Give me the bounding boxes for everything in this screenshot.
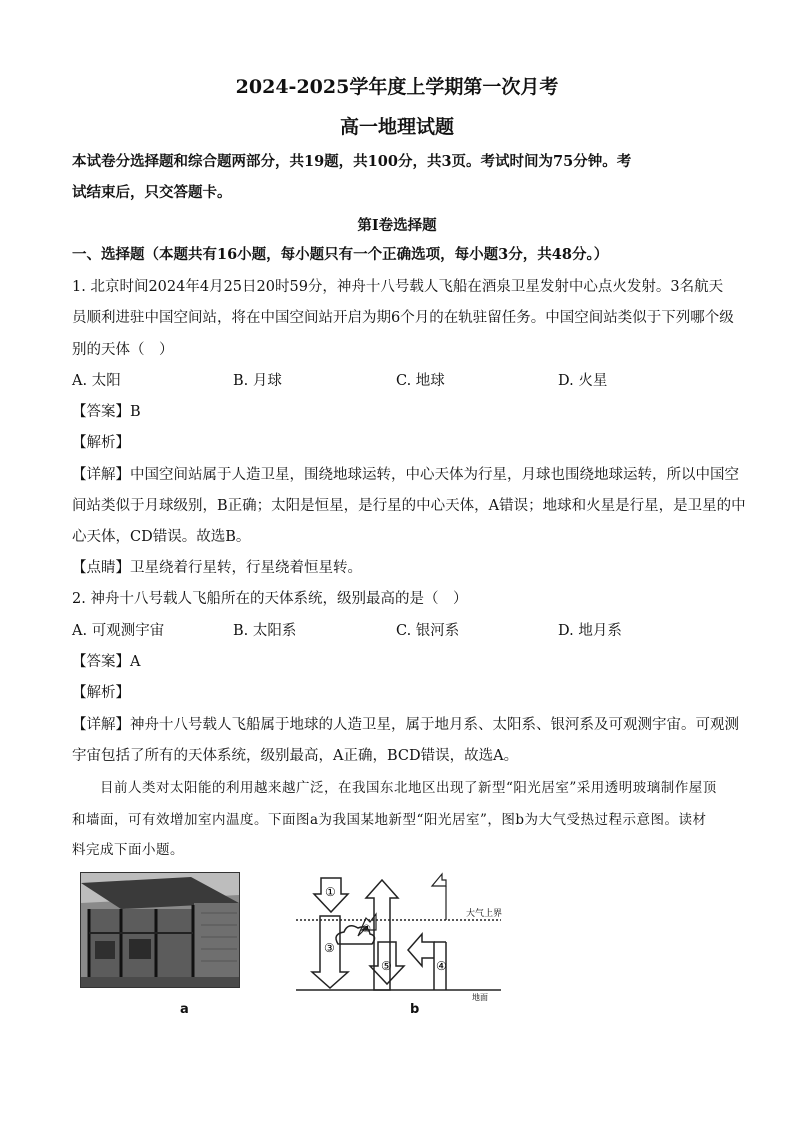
figure-a-photo	[80, 872, 240, 988]
figure-b-caption: b	[410, 1002, 420, 1017]
figure-b-diagram	[296, 872, 506, 1002]
q1-analysis: 【解析】	[72, 435, 130, 451]
q1-detail-3: 心天体，CD错误。故选B。	[72, 529, 251, 545]
q1-option-c: C. 地球	[396, 373, 445, 389]
page-title: 2024-2025学年度上学期第一次月考	[235, 76, 559, 98]
material-line-1: 目前人类对太阳能的利用越来越广泛，在我国东北地区出现了新型“阳光居室”采用透明玻璃制作屋顶	[100, 780, 717, 796]
page-subtitle: 高一地理试题	[339, 116, 454, 138]
q2-analysis: 【解析】	[72, 685, 130, 701]
q2-option-b: B. 太阳系	[233, 623, 297, 639]
label-ground: 地面	[472, 993, 488, 1002]
q2-detail-1: 【详解】神舟十八号载人飞船属于地球的人造卫星，属于地月系、太阳系、银河系及可观测宇宙。可观测	[72, 717, 739, 733]
q1-line-3: 别的天体（ ）	[72, 342, 174, 358]
label-2: ②	[362, 924, 371, 935]
section-heading: 一、选择题（本题共有16小题，每小题只有一个正确选项，每小题3分，共48分。）	[72, 246, 609, 263]
q1-tip: 【点睛】卫星绕着行星转，行星绕着恒星转。	[72, 560, 362, 576]
section-title: 第Ⅰ卷选择题	[357, 217, 437, 234]
q1-option-a: A. 太阳	[72, 373, 121, 389]
label-5: ⑤	[381, 959, 392, 973]
arrow-4-icon	[408, 934, 434, 990]
q1-option-d: D. 火星	[558, 373, 608, 389]
q2-detail-2: 宇宙包括了所有的天体系统，级别最高，A正确，BCD错误，故选A。	[72, 748, 519, 764]
q1-line-2: 员顺利进驻中国空间站，将在中国空间站开启为期6个月的在轨驻留任务。中国空间站类似于下列哪个级	[72, 310, 734, 326]
intro-line-2: 试结束后，只交答题卡。	[72, 184, 232, 201]
q1-line-1: 1. 北京时间2024年4月25日20时59分，神舟十八号载人飞船在酒泉卫星发射中心点火发射。3名航天	[72, 279, 724, 295]
q1-option-b: B. 月球	[233, 373, 282, 389]
q1-detail-2: 间站类似于月球级别，B正确；太阳是恒星，是行星的中心天体，A错误；地球和火星是行星，是卫星的中	[72, 498, 746, 514]
q1-answer: 【答案】B	[72, 404, 141, 420]
q2-option-a: A. 可观测宇宙	[72, 623, 165, 639]
sunroom-image	[81, 873, 239, 987]
label-atmosphere-top: 大气上界	[466, 909, 503, 919]
q1-detail-1: 【详解】中国空间站属于人造卫星，围绕地球运转，中心天体为行星，月球也围绕地球运转，所以中国空	[72, 467, 739, 483]
q2-option-d: D. 地月系	[558, 623, 622, 639]
label-4: ④	[436, 959, 447, 973]
material-line-2: 和墙面，可有效增加室内温度。下面图a为我国某地新型“阳光居室”，图b为大气受热过程示意图。读材	[72, 812, 707, 828]
intro-line-1: 本试卷分选择题和综合题两部分，共19题，共100分，共3页。考试时间为75分钟。考	[72, 153, 632, 170]
figure-a-caption: a	[180, 1002, 189, 1017]
q2-answer: 【答案】A	[72, 654, 141, 670]
q2-line-1: 2. 神舟十八号载人飞船所在的天体系统，级别最高的是（ ）	[72, 591, 468, 607]
q2-option-c: C. 银河系	[396, 623, 460, 639]
material-line-3: 料完成下面小题。	[72, 842, 184, 858]
label-3: ③	[324, 941, 335, 955]
label-1: ①	[325, 885, 336, 899]
